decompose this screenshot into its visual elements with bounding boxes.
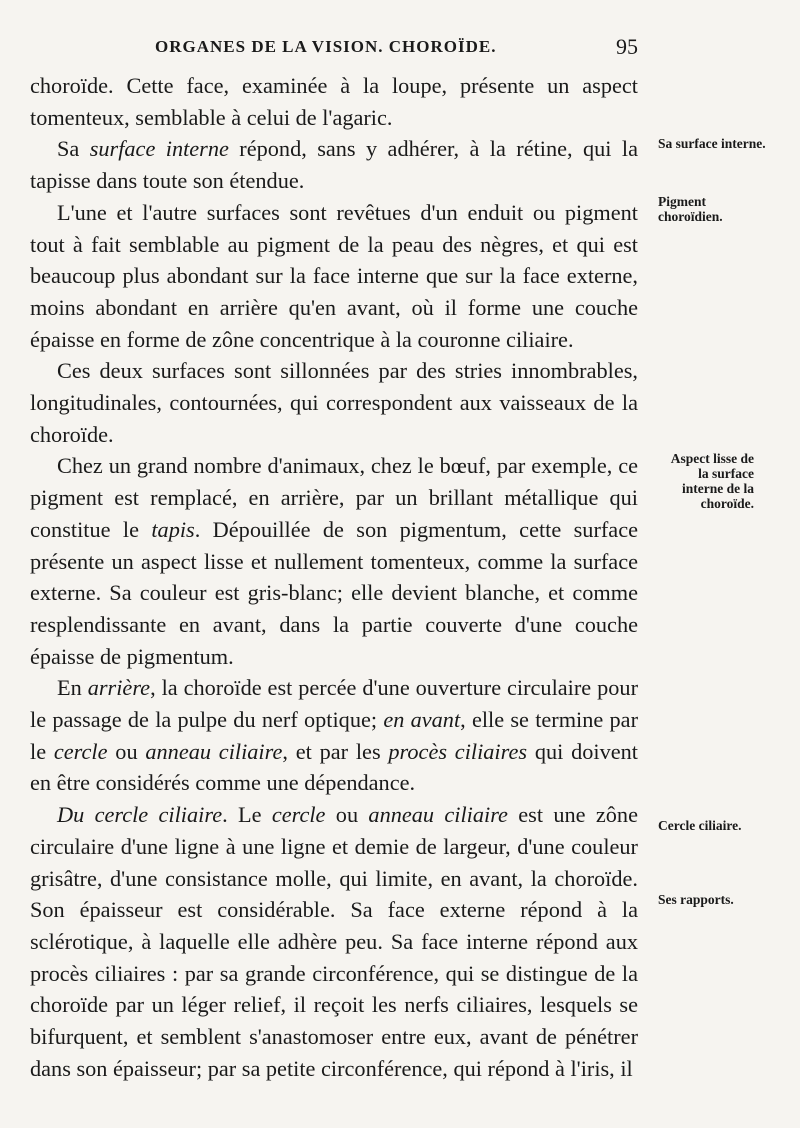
text-run: choroïde. Cette face, examinée à la loupe, présente un aspect tomenteux, semblable à celui de l'agaric.	[30, 73, 638, 130]
text-run: ou	[107, 738, 146, 764]
margin-note-n1: Sa surface interne.	[658, 136, 766, 151]
text-run: En	[57, 675, 88, 701]
italic-term: surface interne	[89, 136, 229, 162]
paragraph-p1	[30, 70, 638, 133]
paragraph-p7	[30, 799, 638, 1084]
italic-term: en avant	[383, 707, 461, 733]
italic-term: anneau ciliaire	[145, 738, 283, 764]
body-text	[30, 70, 638, 1085]
italic-term: procès ciliaires	[388, 738, 528, 764]
text-run: est une zône circulaire d'une ligne à une ligne et demie de largeur, d'une couleur grisâtre, d'une consistance molle, qui limite, en avant, la choroïde. Son épaisseur est considérable. Sa face externe répond à la sclérotique, à laquelle elle adhère peu. Sa face interne répond aux procès ciliaires : par sa grande circonférence, qui se distingue de la choroïde par un léger relief, il reçoit les nerfs ciliaires, lesquels se bifurquent, et semblent s'anastomoser entre eux, avant de pénétrer dans son épaisseur; par sa petite circonférence, qui répond à l'iris, il	[30, 802, 638, 1081]
text-run: , la choroïde est percée d'une ouverture circulaire pour le passage de la pulpe du nerf optique;	[30, 675, 639, 733]
margin-note-n2: Pigment choroïdien.	[658, 194, 723, 224]
margin-note-n4: Cercle ciliaire.	[658, 818, 742, 833]
paragraph-p3	[30, 197, 638, 356]
text-run: . Dépouillée de son pigmentum, cette surface présente un aspect lisse et nullement tomenteux, comme la surface externe. Sa couleur est gris-blanc; elle devient blanche, et comme resplendissante en avant, dans la partie couverte d'une couche épaisse de pigmentum.	[30, 516, 638, 669]
text-run: Ces deux surfaces sont sillonnées par des stries innombrables, longitudinales, contournées, qui correspondent aux vaisseaux de la choroïde.	[30, 358, 638, 447]
italic-term: arrière	[87, 675, 151, 701]
margin-note-n5: Ses rapports.	[658, 892, 734, 907]
text-run: ou	[325, 802, 369, 828]
italic-term: Du cercle ciliaire	[57, 802, 223, 828]
text-run: répond, sans y adhérer, à la rétine, qui la tapisse dans toute son étendue.	[30, 136, 638, 194]
paragraph-p5	[30, 450, 638, 672]
text-run: L'une et l'autre surfaces sont revêtues d'un enduit ou pigment tout à fait semblable au pigment de la peau des nègres, et qui est beaucoup plus abondant sur la face interne que sur la face externe, moins abondant en arrière qu'en avant, où il forme une couche épaisse en forme de zône concentrique à la couronne ciliaire.	[30, 199, 638, 352]
paragraph-p6	[30, 672, 638, 799]
paragraph-p2	[30, 133, 638, 196]
text-run: Sa	[57, 136, 90, 162]
page-header	[30, 34, 638, 62]
page-number: 95	[616, 34, 638, 59]
text-run: qui doivent en être considérés comme une dépendance.	[30, 738, 638, 796]
text-run: . Le	[222, 802, 272, 828]
paragraph-p4	[30, 355, 638, 450]
running-title: ORGANES DE LA VISION. CHOROÏDE.	[155, 37, 497, 56]
italic-term: anneau ciliaire	[368, 802, 508, 828]
text-run: Chez un grand nombre d'animaux, chez le bœuf, par exemple, ce pigment est remplacé, en arrière, par un brillant métallique qui constitue le	[30, 453, 638, 542]
text-run: , elle se termine par le	[30, 707, 639, 764]
italic-term: cercle	[53, 738, 108, 764]
italic-term: tapis	[151, 516, 195, 542]
margin-note-n3: Aspect lisse de la surface interne de la choroïde.	[670, 451, 754, 511]
italic-term: cercle	[271, 802, 326, 828]
text-run: , et par les	[282, 738, 389, 764]
